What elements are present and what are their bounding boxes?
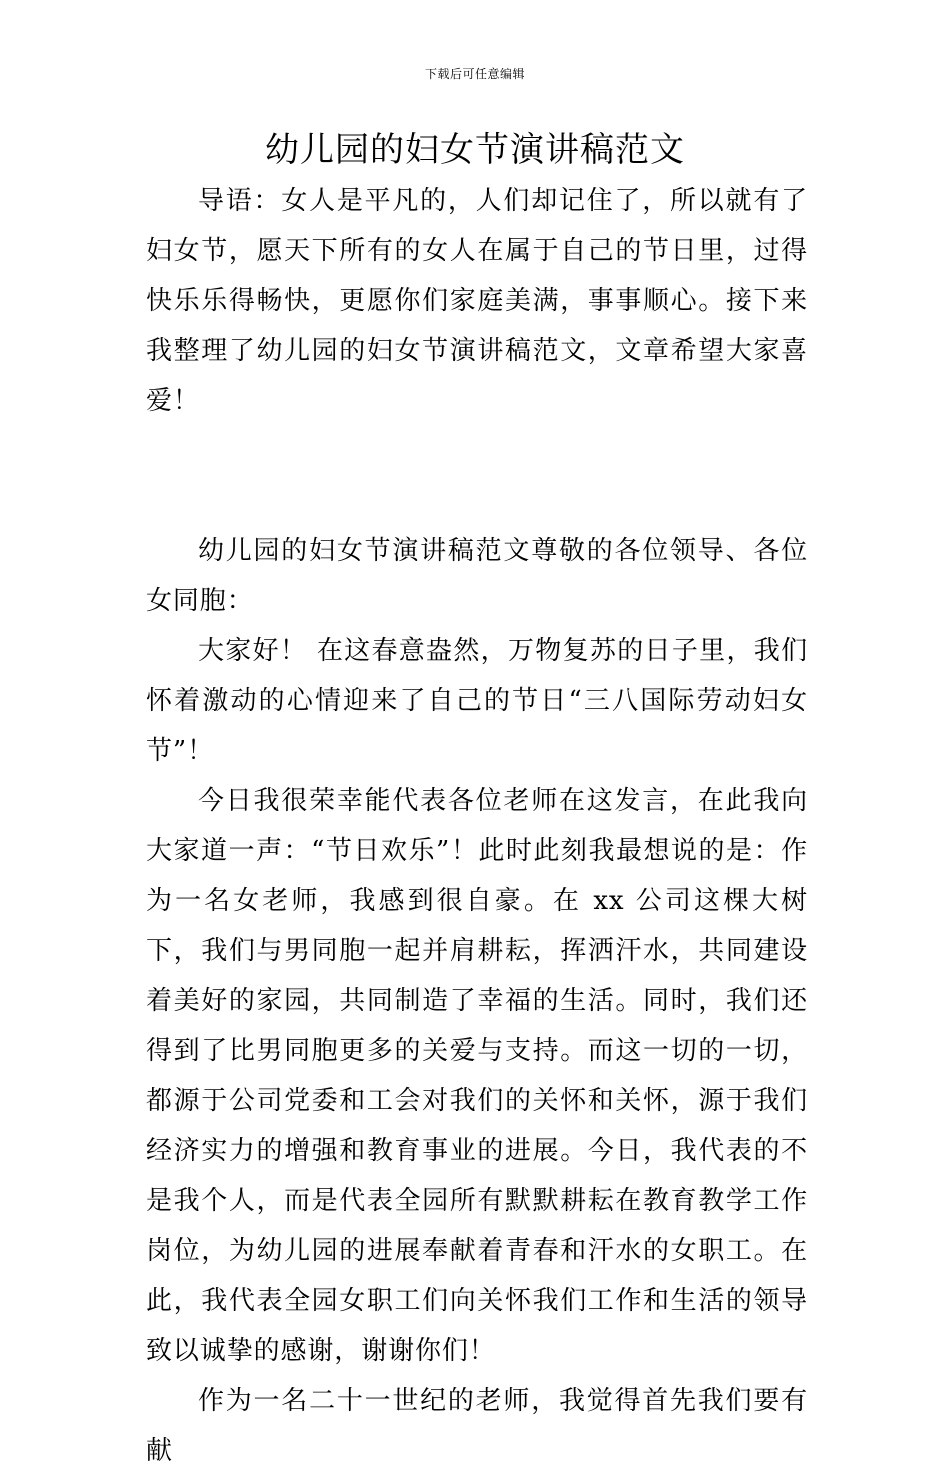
document-body [146,176,808,1476]
speech-heading-paragraph: 幼儿园的妇女节演讲稿范文尊敬的各位领导、各位女同胞： [146,536,808,616]
paragraph-spacer [146,426,808,526]
greeting-paragraph: 大家好！ 在这春意盎然，万物复苏的日子里，我们怀着激动的心情迎来了自己的节日“三八国际劳动妇女节”！ [146,636,808,766]
closing-paragraph-fragment: 作为一名二十一世纪的老师，我觉得首先我们要有献 [146,1386,808,1466]
intro-paragraph: 导语：女人是平凡的，人们却记住了，所以就有了妇女节，愿天下所有的女人在属于自己的节日里，过得快乐乐得畅快，更愿你们家庭美满，事事顺心。接下来我整理了幼儿园的妇女节演讲稿范文，文章希望大家喜爱！ [146,186,808,416]
document-title: 幼儿园的妇女节演讲稿范文 [265,130,685,170]
body-paragraph: 今日我很荣幸能代表各位老师在这发言，在此我向大家道一声：“节日欢乐”！此时此刻我最想说的是：作为一名女老师，我感到很自豪。在 xx 公司这棵大树下，我们与男同胞一起并肩耕耘，挥洒汗水，共同建设着美好的家园，共同制造了幸福的生活。同时，我们还得到了比男同胞更多的关爱与支持。而这一切的一切，都源于公司党委和工会对我们的关怀和关怀，源于我们经济实力的增强和教育事业的进展。今日，我代表的不是我个人，而是代表全园所有默默耕耘在教育教学工作岗位，为幼儿园的进展奉献着青春和汗水的女职工。在此，我代表全园女职工们向关怀我们工作和生活的领导致以诚挚的感谢，谢谢你们！ [146,786,808,1366]
header-note: 下载后可任意编辑 [424,67,525,81]
